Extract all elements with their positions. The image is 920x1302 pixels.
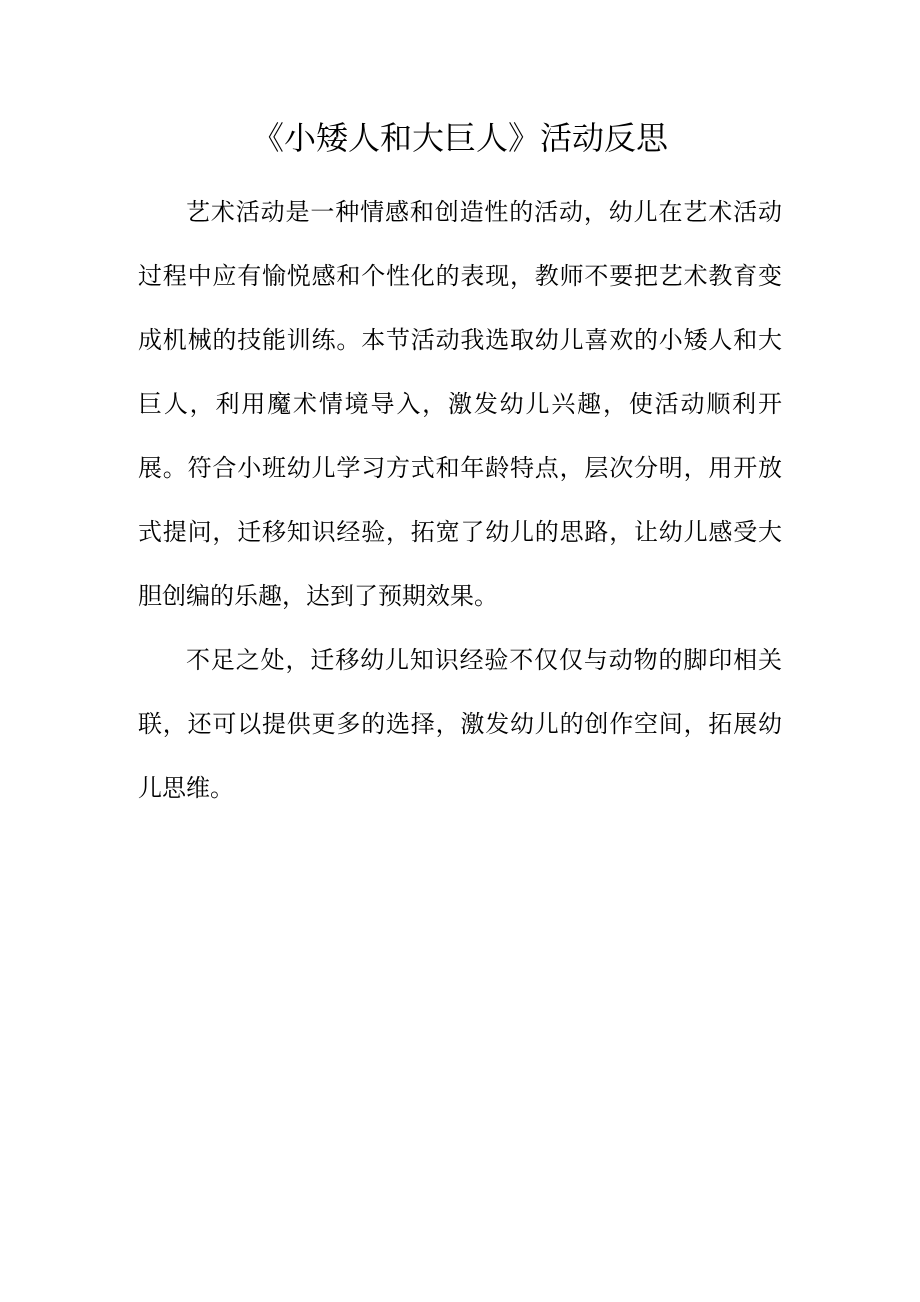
document-title: 《小矮人和大巨人》活动反思: [251, 119, 668, 157]
paragraph-shortcomings: 不足之处，迁移幼儿知识经验不仅仅与动物的脚印相关联，还可以提供更多的选择，激发幼儿的创作空间，拓展幼儿思维。: [138, 646, 782, 802]
paragraph-reflection: 艺术活动是一种情感和创造性的活动，幼儿在艺术活动过程中应有愉悦感和个性化的表现，教师不要把艺术教育变成机械的技能训练。本节活动我选取幼儿喜欢的小矮人和大巨人，利用魔术情境导入，激发幼儿兴趣，使活动顺利开展。符合小班幼儿学习方式和年龄特点，层次分明，用开放式提问，迁移知识经验，拓宽了幼儿的思路，让幼儿感受大胆创编的乐趣，达到了预期效果。: [138, 198, 782, 610]
